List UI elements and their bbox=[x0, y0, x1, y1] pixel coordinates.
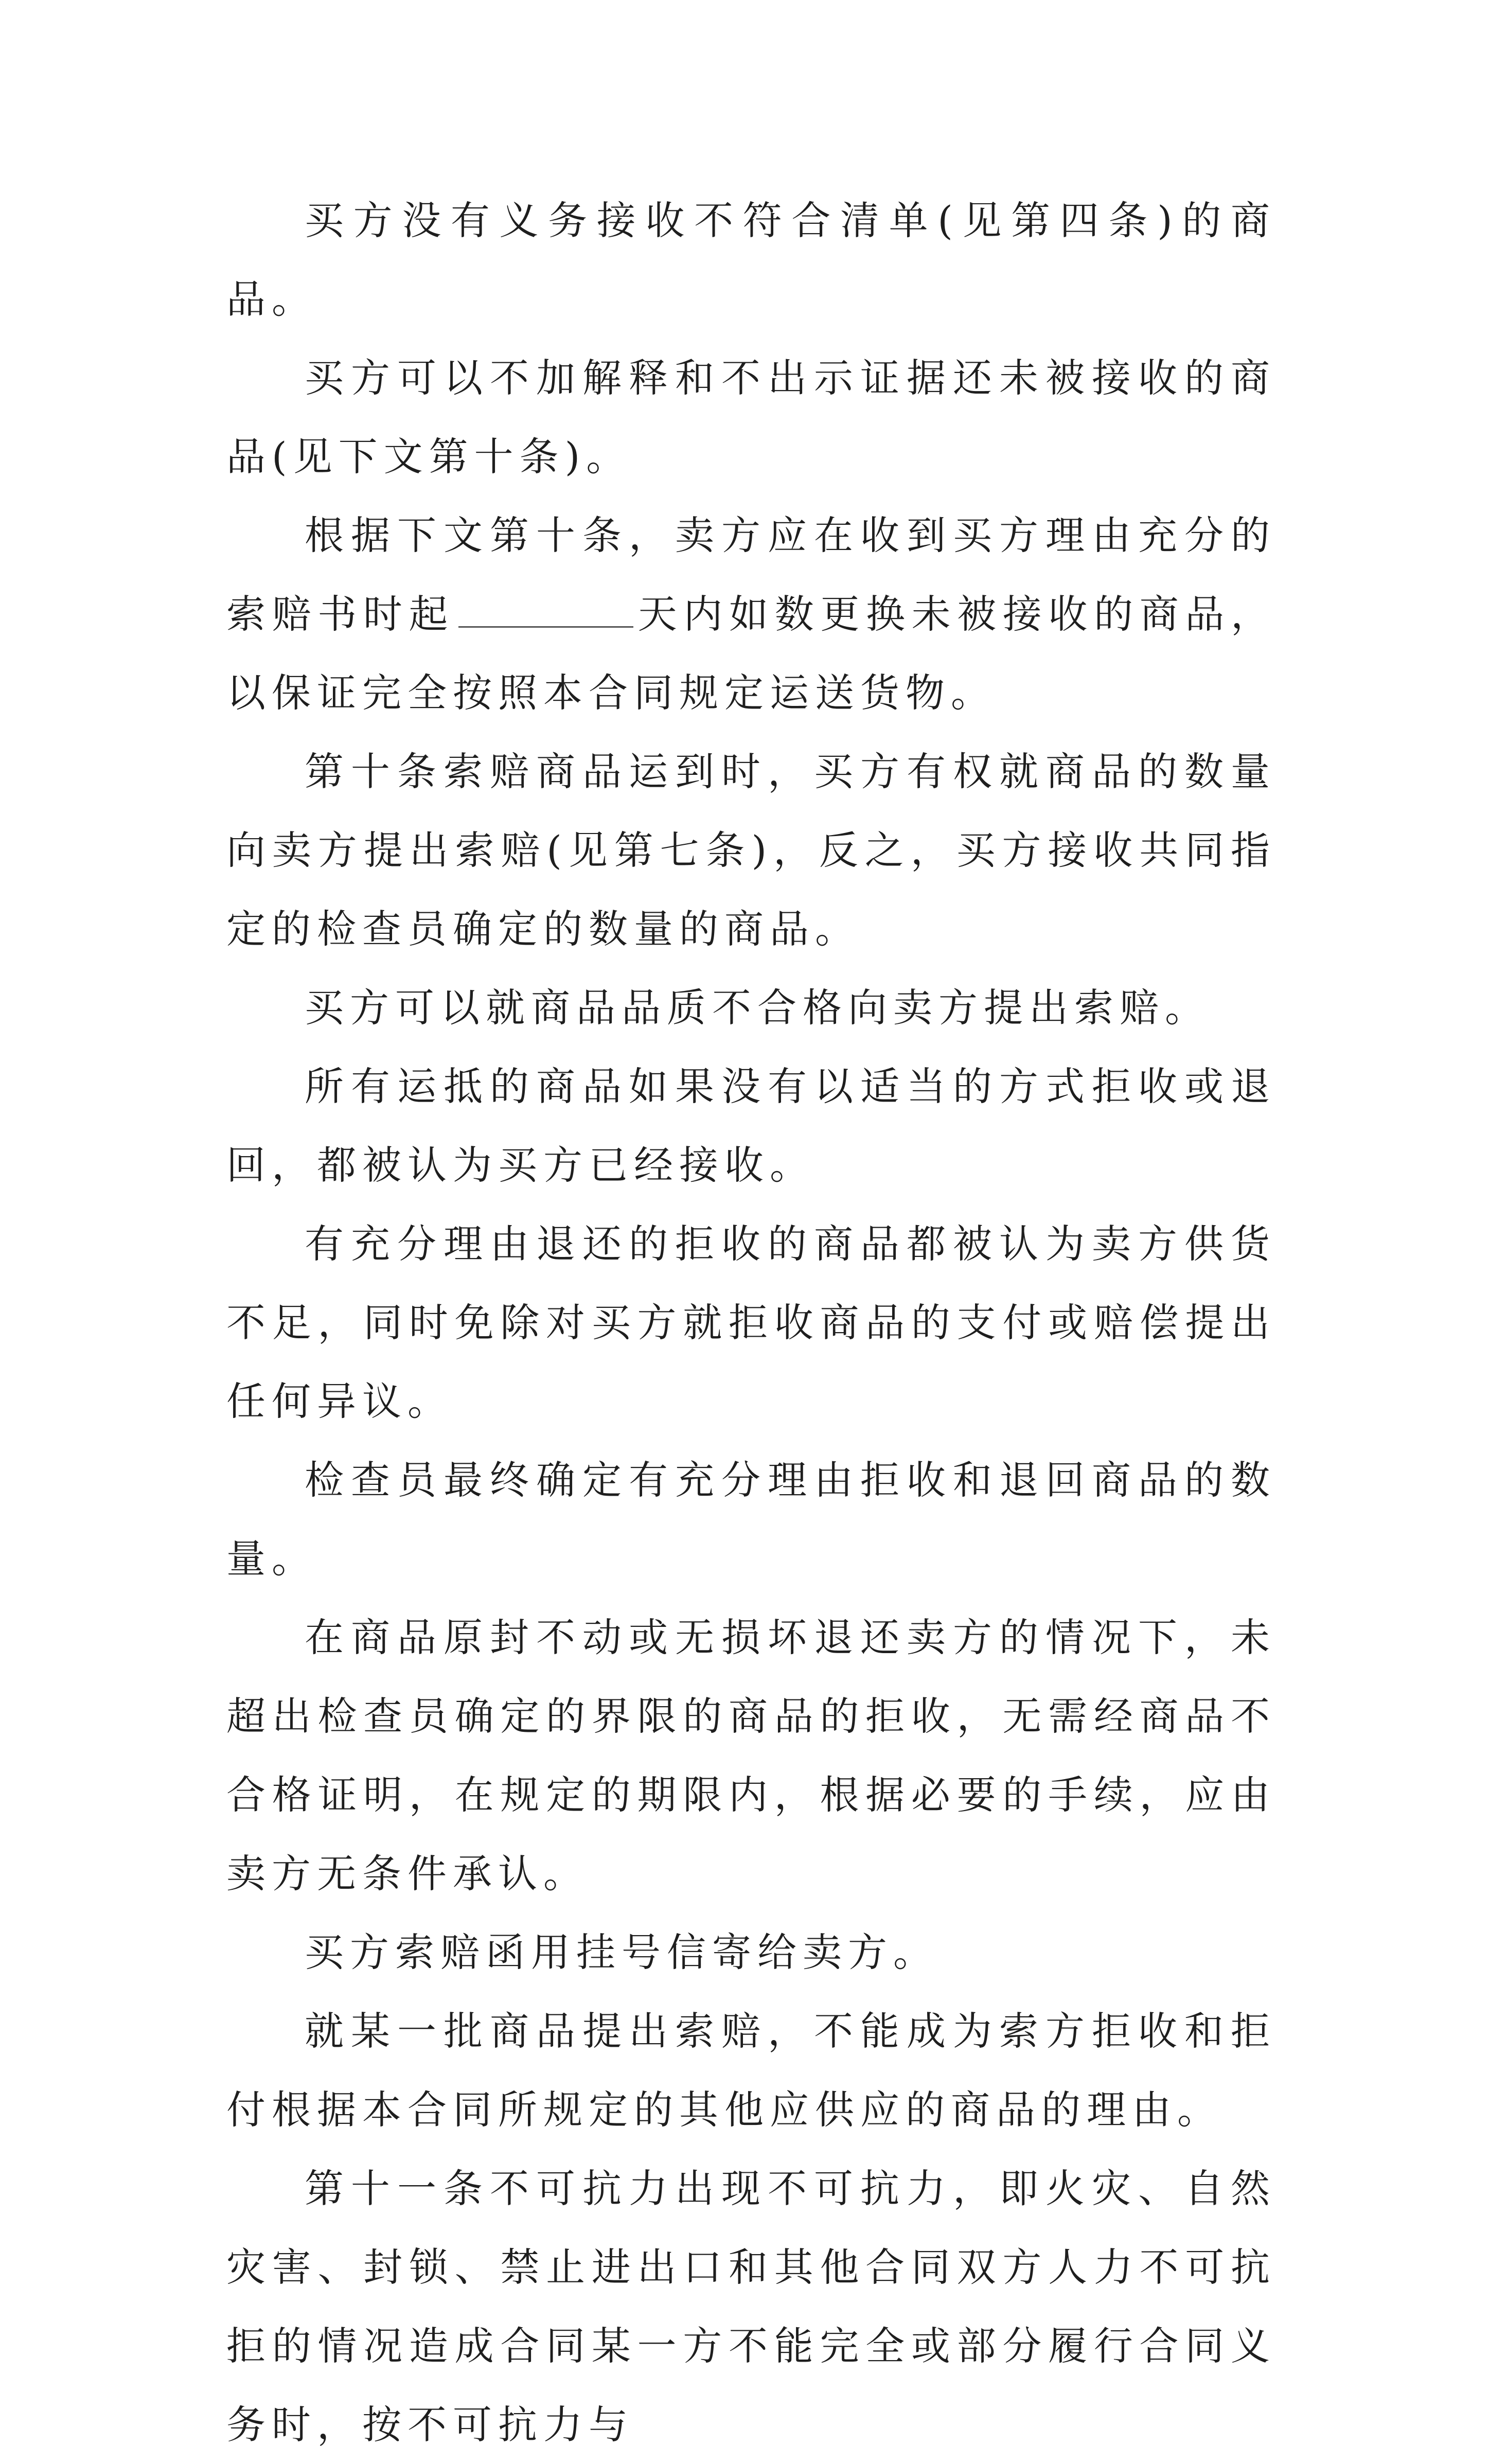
paragraph-3-before-blank: 根据下文第十条，卖方应在收到买方理由充分的索赔书时起 bbox=[226, 512, 1276, 637]
paragraph-10: 买方索赔函用挂号信寄给卖方。 bbox=[305, 1929, 938, 1975]
paragraph-8: 检查员最终确定有充分理由拒收和退回商品的数量。 bbox=[226, 1457, 1276, 1582]
paragraph-5: 买方可以就商品品质不合格向卖方提出索赔。 bbox=[305, 985, 1210, 1031]
paragraph-3 bbox=[226, 496, 1276, 732]
paragraph-1: 买方没有义务接收不符合清单(见第四条)的商品。 bbox=[226, 198, 1276, 322]
paragraph-3-after-blank: 天内如数更换未被接收的商品，以保证完全按照本合同规定运送货物。 bbox=[226, 591, 1277, 716]
paragraph-6: 所有运抵的商品如果没有以适当的方式拒收或退回，都被认为买方已经接收。 bbox=[226, 1063, 1276, 1188]
paragraph-9: 在商品原封不动或无损坏退还卖方的情况下，未超出检查员确定的界限的商品的拒收，无需经商品不合格证明，在规定的期限内，根据必要的手续，应由卖方无条件承认。 bbox=[226, 1615, 1276, 1896]
contract-text bbox=[226, 181, 1276, 2464]
paragraph-12: 第十一条不可抗力出现不可抗力，即火灾、自然灾害、封锁、禁止进出口和其他合同双方人力不可抗拒的情况造成合同某一方不能完全或部分履行合同义务时，按不可抗力与 bbox=[226, 2166, 1276, 2448]
paragraph-11: 就某一批商品提出索赔，不能成为索方拒收和拒付根据本合同所规定的其他应供应的商品的理由。 bbox=[226, 2008, 1276, 2133]
paragraph-4: 第十条索赔商品运到时，买方有权就商品的数量向卖方提出索赔(见第七条)，反之，买方接收共同指定的检查员确定的数量的商品。 bbox=[226, 749, 1276, 952]
paragraph-2: 买方可以不加解释和不出示证据还未被接收的商品(见下文第十条)。 bbox=[226, 355, 1276, 480]
paragraph-7: 有充分理由退还的拒收的商品都被认为卖方供货不足，同时免除对买方就拒收商品的支付或赔偿提出任何异议。 bbox=[226, 1221, 1276, 1424]
fill-in-blank bbox=[458, 626, 633, 628]
